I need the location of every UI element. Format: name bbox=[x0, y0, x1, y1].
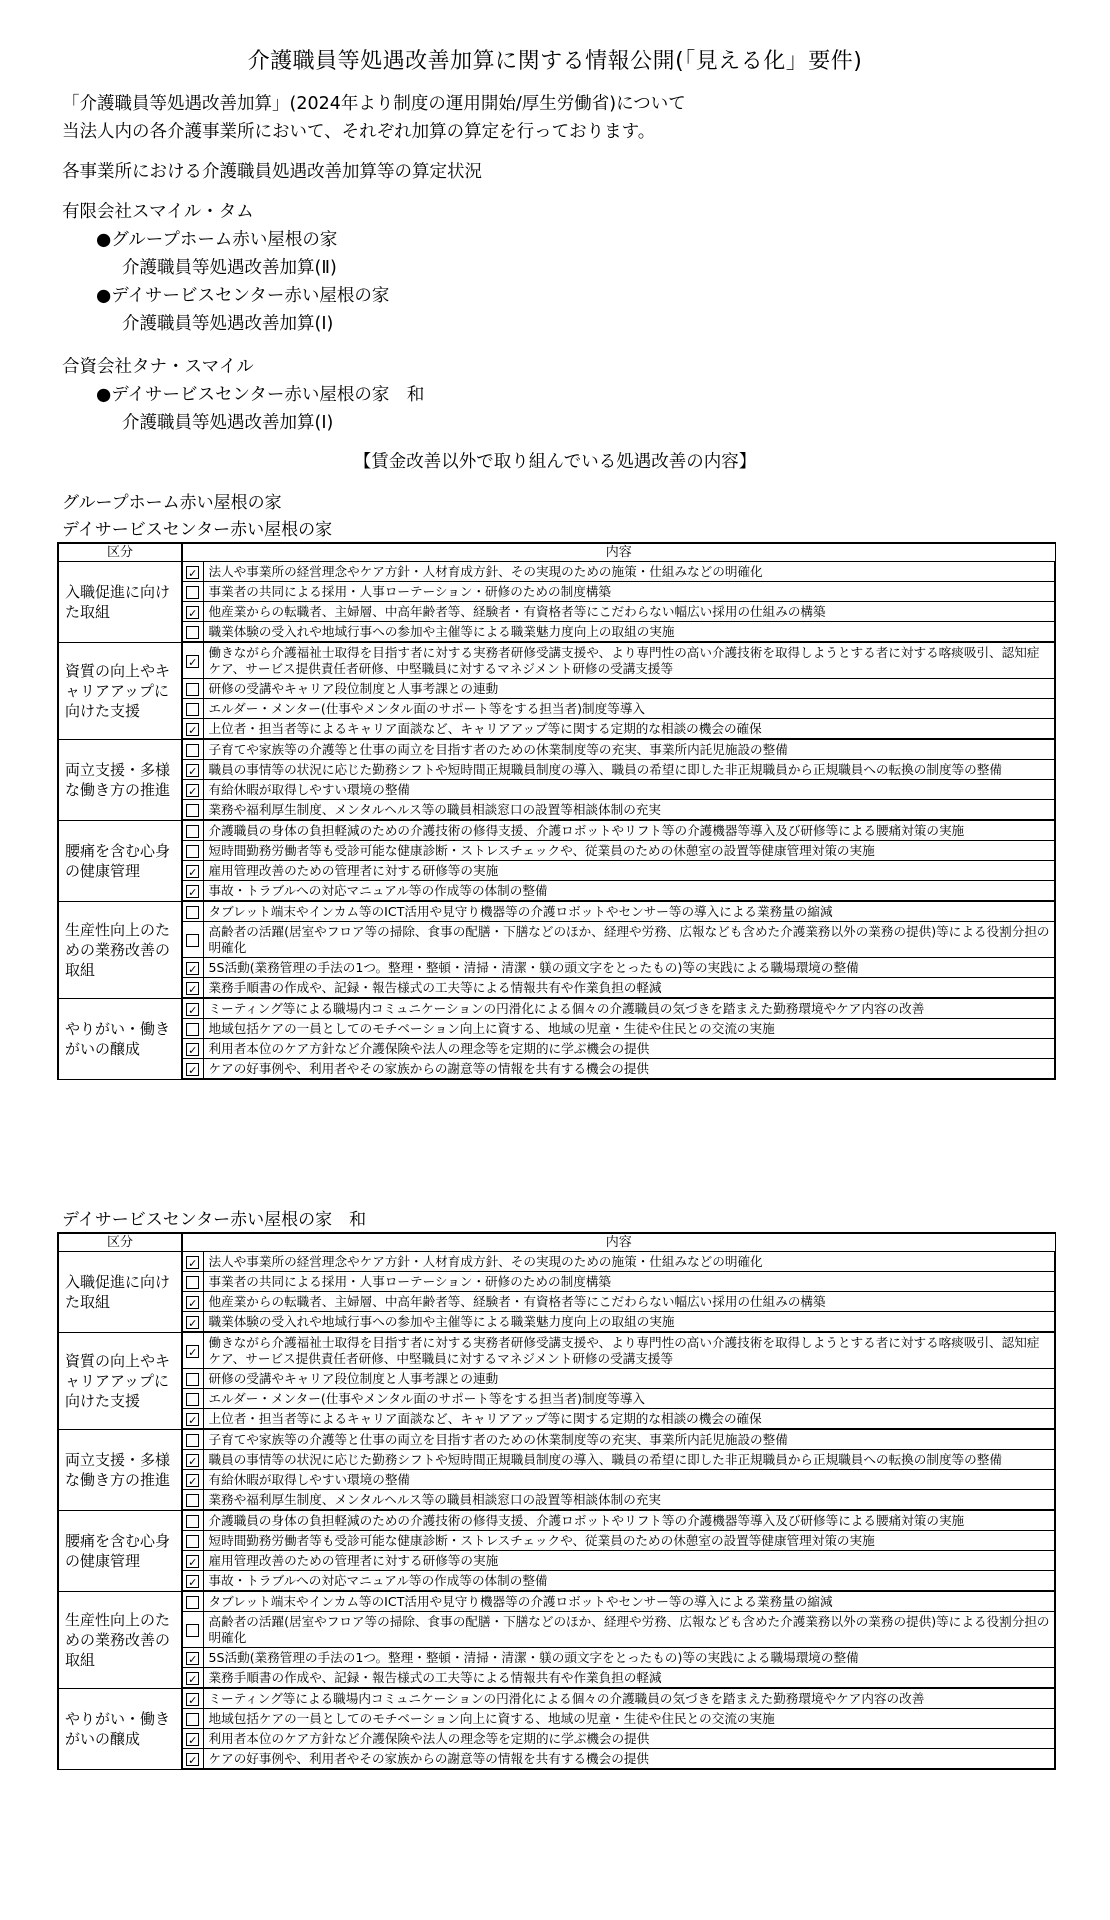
checkbox-checked[interactable]: ✓ bbox=[188, 785, 198, 798]
item-text: 職業体験の受入れや地域行事への参加や主催等による職業魅力度向上の取組の実施 bbox=[203, 622, 1055, 643]
item-text: タブレット端末やインカム等のICT活用や見守り機器等の介護ロボットやセンサー等の導入による業務量の縮減 bbox=[203, 1591, 1055, 1612]
checkbox[interactable] bbox=[186, 626, 199, 639]
checkbox[interactable] bbox=[186, 845, 199, 858]
checkbox[interactable] bbox=[186, 825, 199, 838]
item-text: 地域包括ケアの一員としてのモチベーション向上に資する、地域の児童・生徒や住民との交流の実施 bbox=[203, 1709, 1055, 1729]
corp-name: 合資会社タナ・スマイル bbox=[62, 357, 254, 377]
table2-label: デイサービスセンター赤い屋根の家 和 bbox=[62, 1210, 367, 1230]
table-row bbox=[58, 1039, 1055, 1059]
table-row bbox=[58, 1612, 1055, 1648]
item-text: 事故・トラブルへの対応マニュアル等の作成等の体制の整備 bbox=[203, 881, 1055, 902]
checkbox-checked[interactable]: ✓ bbox=[188, 1346, 198, 1359]
checkbox-checked[interactable]: ✓ bbox=[188, 1475, 198, 1488]
category-label: 腰痛を含む心身の健康管理 bbox=[58, 1510, 182, 1591]
table-row bbox=[58, 582, 1055, 602]
table-row bbox=[58, 739, 1055, 760]
table-row bbox=[58, 978, 1055, 999]
checkbox-checked[interactable]: ✓ bbox=[188, 866, 198, 879]
checkbox-cell bbox=[182, 881, 203, 902]
item-text: 法人や事業所の経営理念やケア方針・人材育成方針、その実現のための施策・仕組みなどの明確化 bbox=[203, 562, 1055, 582]
item-text: 研修の受講やキャリア段位制度と人事考課との連動 bbox=[203, 679, 1055, 699]
intro-line-1: 「介護職員等処遇改善加算」(2024年より制度の運用開始/厚生労働省)について bbox=[62, 94, 686, 114]
checkbox-checked[interactable]: ✓ bbox=[188, 1754, 198, 1767]
item-text: 介護職員の身体の負担軽減のための介護技術の修得支援、介護ロボットやリフト等の介護機器等導入及び研修等による腰痛対策の実施 bbox=[203, 1510, 1055, 1531]
checkbox-cell bbox=[182, 602, 203, 622]
item-text: 5S活動(業務管理の手法の1つ。整理・整頓・清掃・清潔・躾の頭文字をとったもの)等の実践による職場環境の整備 bbox=[203, 1648, 1055, 1668]
table-row bbox=[58, 861, 1055, 881]
item-text: 職員の事情等の状況に応じた勤務シフトや短時間正規職員制度の導入、職員の希望に即した非正規職員から正規職員への転換の制度等の整備 bbox=[203, 760, 1055, 780]
checkbox-cell bbox=[182, 1312, 203, 1333]
table-row bbox=[58, 881, 1055, 902]
checkbox-checked[interactable]: ✓ bbox=[188, 886, 198, 899]
checkbox-cell bbox=[182, 1668, 203, 1689]
item-text: 事業者の共同による採用・人事ローテーション・研修のための制度構築 bbox=[203, 582, 1055, 602]
checkbox-cell bbox=[182, 958, 203, 978]
checkbox-checked[interactable]: ✓ bbox=[188, 983, 198, 996]
checkbox-cell bbox=[182, 1531, 203, 1551]
table-row bbox=[58, 1429, 1055, 1450]
checkbox-cell bbox=[182, 1571, 203, 1592]
checkbox-checked[interactable]: ✓ bbox=[188, 1297, 198, 1310]
table-row bbox=[58, 622, 1055, 643]
checkbox[interactable] bbox=[186, 1713, 199, 1726]
item-text: 短時間勤務労働者等も受診可能な健康診断・ストレスチェックや、従業員のための休憩室の設置等健康管理対策の実施 bbox=[203, 841, 1055, 861]
checkbox-cell bbox=[182, 1510, 203, 1531]
table-row bbox=[58, 1252, 1055, 1272]
item-text: ミーティング等による職場内コミュニケーションの円滑化による個々の介護職員の気づきを踏まえた勤務環境やケア内容の改善 bbox=[203, 1688, 1055, 1709]
item-text: 短時間勤務労働者等も受診可能な健康診断・ストレスチェックや、従業員のための休憩室の設置等健康管理対策の実施 bbox=[203, 1531, 1055, 1551]
item-text: ケアの好事例や、利用者やその家族からの謝意等の情報を共有する機会の提供 bbox=[203, 1059, 1055, 1080]
table-row bbox=[58, 642, 1055, 679]
table-row bbox=[58, 841, 1055, 861]
table-row bbox=[58, 1709, 1055, 1729]
checkbox-cell bbox=[182, 642, 203, 679]
checkbox[interactable] bbox=[186, 1373, 199, 1386]
facility-name: ●グループホーム赤い屋根の家 bbox=[96, 230, 338, 250]
checkbox-checked[interactable]: ✓ bbox=[188, 1653, 198, 1666]
item-text: 法人や事業所の経営理念やケア方針・人材育成方針、その実現のための施策・仕組みなどの明確化 bbox=[203, 1252, 1055, 1272]
item-text: 他産業からの転職者、主婦層、中高年齢者等、経験者・有資格者等にこだわらない幅広い採用の仕組みの構築 bbox=[203, 602, 1055, 622]
item-text: タブレット端末やインカム等のICT活用や見守り機器等の介護ロボットやセンサー等の導入による業務量の縮減 bbox=[203, 901, 1055, 922]
checkbox-checked[interactable]: ✓ bbox=[188, 963, 198, 976]
checkbox-checked[interactable]: ✓ bbox=[188, 1004, 198, 1017]
checkbox-checked[interactable]: ✓ bbox=[188, 1556, 198, 1569]
checkbox-checked[interactable]: ✓ bbox=[188, 1734, 198, 1747]
checkbox-cell bbox=[182, 1648, 203, 1668]
checkbox[interactable] bbox=[186, 1434, 199, 1447]
category-label: やりがい・働きがいの醸成 bbox=[58, 1688, 182, 1769]
checkbox-cell bbox=[182, 1591, 203, 1612]
checkbox-checked[interactable]: ✓ bbox=[188, 1694, 198, 1707]
category-label: 腰痛を含む心身の健康管理 bbox=[58, 820, 182, 901]
checkbox-cell bbox=[182, 719, 203, 740]
checkbox-checked[interactable]: ✓ bbox=[188, 1064, 198, 1077]
checkbox[interactable] bbox=[186, 1596, 199, 1609]
item-text: 雇用管理改善のための管理者に対する研修等の実施 bbox=[203, 861, 1055, 881]
facility-name: ●デイサービスセンター赤い屋根の家 和 bbox=[96, 385, 425, 405]
checkbox-cell bbox=[182, 1409, 203, 1430]
checkbox-cell bbox=[182, 780, 203, 800]
checkbox-cell bbox=[182, 1450, 203, 1470]
item-text: 利用者本位のケア方針など介護保険や法人の理念等を定期的に学ぶ機会の提供 bbox=[203, 1729, 1055, 1749]
item-text: 子育てや家族等の介護等と仕事の両立を目指す者のための休業制度等の充実、事業所内託児施設の整備 bbox=[203, 1429, 1055, 1450]
item-text: 雇用管理改善のための管理者に対する研修等の実施 bbox=[203, 1551, 1055, 1571]
table-row bbox=[58, 958, 1055, 978]
category-label: 入職促進に向けた取組 bbox=[58, 562, 182, 643]
checkbox-cell bbox=[182, 760, 203, 780]
table-row bbox=[58, 1470, 1055, 1490]
checkbox[interactable] bbox=[186, 1276, 199, 1289]
table-row bbox=[58, 562, 1055, 582]
table-row bbox=[58, 800, 1055, 821]
item-text: 高齢者の活躍(居室やフロア等の掃除、食事の配膳・下膳などのほか、経理や労務、広報なども含めた介護業務以外の業務の提供)等による役割分担の明確化 bbox=[203, 922, 1055, 958]
table-row bbox=[58, 1490, 1055, 1511]
checkbox-cell bbox=[182, 1389, 203, 1409]
table-row bbox=[58, 1729, 1055, 1749]
checkbox-cell bbox=[182, 1470, 203, 1490]
checkbox-cell bbox=[182, 679, 203, 699]
checkbox-checked[interactable]: ✓ bbox=[188, 567, 198, 580]
checkbox[interactable] bbox=[186, 1393, 199, 1406]
checkbox-checked[interactable]: ✓ bbox=[188, 1455, 198, 1468]
checkbox-cell bbox=[182, 1612, 203, 1648]
checkbox-cell bbox=[182, 622, 203, 643]
checkbox-cell bbox=[182, 1039, 203, 1059]
table-row bbox=[58, 922, 1055, 958]
item-text: 利用者本位のケア方針など介護保険や法人の理念等を定期的に学ぶ機会の提供 bbox=[203, 1039, 1055, 1059]
item-text: エルダー・メンター(仕事やメンタル面のサポート等をする担当者)制度等導入 bbox=[203, 1389, 1055, 1409]
table-row bbox=[58, 1409, 1055, 1430]
table-row bbox=[58, 602, 1055, 622]
category-label: 生産性向上のための業務改善の取組 bbox=[58, 901, 182, 998]
table-row bbox=[58, 1510, 1055, 1531]
table-row bbox=[58, 1332, 1055, 1369]
page-title: 介護職員等処遇改善加算に関する情報公開(「見える化」要件) bbox=[247, 49, 863, 74]
checkbox-cell bbox=[182, 1729, 203, 1749]
table-row bbox=[58, 1389, 1055, 1409]
item-text: 上位者・担当者等によるキャリア面談など、キャリアアップ等に関する定期的な相談の機会の確保 bbox=[203, 719, 1055, 740]
table-row bbox=[58, 1450, 1055, 1470]
item-text: 職業体験の受入れや地域行事への参加や主催等による職業魅力度向上の取組の実施 bbox=[203, 1312, 1055, 1333]
checkbox[interactable] bbox=[186, 683, 199, 696]
checkbox-cell bbox=[182, 1688, 203, 1709]
status-heading: 各事業所における介護職員処遇改善加算等の算定状況 bbox=[62, 162, 482, 182]
checkbox-checked[interactable]: ✓ bbox=[188, 1673, 198, 1686]
checkbox-checked[interactable]: ✓ bbox=[188, 656, 198, 669]
checkbox[interactable] bbox=[186, 804, 199, 817]
checkbox-cell bbox=[182, 800, 203, 821]
checkbox[interactable] bbox=[186, 934, 199, 947]
category-label: 資質の向上やキャリアアップに向けた支援 bbox=[58, 642, 182, 739]
category-label: 両立支援・多様な働き方の推進 bbox=[58, 1429, 182, 1510]
checkbox-cell bbox=[182, 582, 203, 602]
checkbox-cell bbox=[182, 820, 203, 841]
checkbox[interactable] bbox=[186, 906, 199, 919]
category-label: やりがい・働きがいの醸成 bbox=[58, 998, 182, 1079]
checkbox-cell bbox=[182, 1369, 203, 1389]
improvement-table-2 bbox=[57, 1232, 1056, 1770]
header-category: 区分 bbox=[58, 1233, 182, 1252]
checkbox-cell bbox=[182, 1292, 203, 1312]
table-row bbox=[58, 1648, 1055, 1668]
category-label: 入職促進に向けた取組 bbox=[58, 1252, 182, 1333]
item-text: 事業者の共同による採用・人事ローテーション・研修のための制度構築 bbox=[203, 1272, 1055, 1292]
item-text: 子育てや家族等の介護等と仕事の両立を目指す者のための休業制度等の充実、事業所内託児施設の整備 bbox=[203, 739, 1055, 760]
item-text: 業務や福利厚生制度、メンタルヘルス等の職員相談窓口の設置等相談体制の充実 bbox=[203, 1490, 1055, 1511]
item-text: 介護職員の身体の負担軽減のための介護技術の修得支援、介護ロボットやリフト等の介護機器等導入及び研修等による腰痛対策の実施 bbox=[203, 820, 1055, 841]
checkbox-cell bbox=[182, 1332, 203, 1369]
checkbox[interactable] bbox=[186, 744, 199, 757]
table-row bbox=[58, 1019, 1055, 1039]
checkbox-cell bbox=[182, 922, 203, 958]
item-text: 業務や福利厚生制度、メンタルヘルス等の職員相談窓口の設置等相談体制の充実 bbox=[203, 800, 1055, 821]
item-text: 研修の受講やキャリア段位制度と人事考課との連動 bbox=[203, 1369, 1055, 1389]
item-text: 有給休暇が取得しやすい環境の整備 bbox=[203, 780, 1055, 800]
table-row bbox=[58, 1531, 1055, 1551]
corp-name: 有限会社スマイル・タム bbox=[62, 202, 254, 222]
table-row bbox=[58, 901, 1055, 922]
item-text: 地域包括ケアの一員としてのモチベーション向上に資する、地域の児童・生徒や住民との交流の実施 bbox=[203, 1019, 1055, 1039]
category-label: 両立支援・多様な働き方の推進 bbox=[58, 739, 182, 820]
header-content: 内容 bbox=[182, 543, 1055, 562]
non-wage-heading: 【賃金改善以外で取り組んでいる処遇改善の内容】 bbox=[353, 452, 757, 472]
item-text: 働きながら介護福祉士取得を目指す者に対する実務者研修受講支援や、より専門性の高い介護技術を取得しようとする者に対する喀痰吸引、認知症ケア、サービス提供責任者研修、中堅職員に対するマネジメント研修の受講支援等 bbox=[203, 642, 1055, 679]
table-row bbox=[58, 1571, 1055, 1592]
checkbox-cell bbox=[182, 841, 203, 861]
checkbox-checked[interactable]: ✓ bbox=[188, 1317, 198, 1330]
table1-label: グループホーム赤い屋根の家 bbox=[62, 493, 282, 513]
checkbox-checked[interactable]: ✓ bbox=[188, 1257, 198, 1270]
facility-addition: 介護職員等処遇改善加算(Ⅱ) bbox=[122, 258, 337, 278]
checkbox-checked[interactable]: ✓ bbox=[188, 765, 198, 778]
checkbox-cell bbox=[182, 562, 203, 582]
checkbox[interactable] bbox=[186, 1624, 199, 1637]
checkbox-cell bbox=[182, 1272, 203, 1292]
item-text: 有給休暇が取得しやすい環境の整備 bbox=[203, 1470, 1055, 1490]
checkbox-checked[interactable]: ✓ bbox=[188, 1044, 198, 1057]
item-text: 業務手順書の作成や、記録・報告様式の工夫等による情報共有や作業負担の軽減 bbox=[203, 978, 1055, 999]
improvement-table-1 bbox=[57, 542, 1056, 1080]
checkbox[interactable] bbox=[186, 1494, 199, 1507]
checkbox-cell bbox=[182, 1749, 203, 1770]
table-row bbox=[58, 719, 1055, 740]
intro-line-2: 当法人内の各介護事業所において、それぞれ加算の算定を行っております。 bbox=[62, 122, 656, 142]
checkbox-cell bbox=[182, 998, 203, 1019]
table-row bbox=[58, 679, 1055, 699]
table-row bbox=[58, 1369, 1055, 1389]
item-text: ケアの好事例や、利用者やその家族からの謝意等の情報を共有する機会の提供 bbox=[203, 1749, 1055, 1770]
table-row bbox=[58, 820, 1055, 841]
checkbox[interactable] bbox=[186, 1515, 199, 1528]
item-text: 他産業からの転職者、主婦層、中高年齢者等、経験者・有資格者等にこだわらない幅広い採用の仕組みの構築 bbox=[203, 1292, 1055, 1312]
table-row bbox=[58, 1551, 1055, 1571]
checkbox[interactable] bbox=[186, 703, 199, 716]
table-row bbox=[58, 1059, 1055, 1080]
header-category: 区分 bbox=[58, 543, 182, 562]
table-row bbox=[58, 1591, 1055, 1612]
table-row bbox=[58, 760, 1055, 780]
table-row bbox=[58, 1272, 1055, 1292]
checkbox[interactable] bbox=[186, 586, 199, 599]
item-text: 事故・トラブルへの対応マニュアル等の作成等の体制の整備 bbox=[203, 1571, 1055, 1592]
checkbox-cell bbox=[182, 861, 203, 881]
checkbox-cell bbox=[182, 1709, 203, 1729]
item-text: 業務手順書の作成や、記録・報告様式の工夫等による情報共有や作業負担の軽減 bbox=[203, 1668, 1055, 1689]
item-text: 5S活動(業務管理の手法の1つ。整理・整頓・清掃・清潔・躾の頭文字をとったもの)等の実践による職場環境の整備 bbox=[203, 958, 1055, 978]
table-row bbox=[58, 1688, 1055, 1709]
category-label: 資質の向上やキャリアアップに向けた支援 bbox=[58, 1332, 182, 1429]
checkbox-cell bbox=[182, 978, 203, 999]
checkbox-checked[interactable]: ✓ bbox=[188, 1414, 198, 1427]
item-text: エルダー・メンター(仕事やメンタル面のサポート等をする担当者)制度等導入 bbox=[203, 699, 1055, 719]
table-row bbox=[58, 699, 1055, 719]
item-text: ミーティング等による職場内コミュニケーションの円滑化による個々の介護職員の気づきを踏まえた勤務環境やケア内容の改善 bbox=[203, 998, 1055, 1019]
table-row bbox=[58, 998, 1055, 1019]
checkbox-checked[interactable]: ✓ bbox=[188, 724, 198, 737]
facility-name: ●デイサービスセンター赤い屋根の家 bbox=[96, 286, 390, 306]
checkbox-cell bbox=[182, 699, 203, 719]
checkbox[interactable] bbox=[186, 1023, 199, 1036]
checkbox-checked[interactable]: ✓ bbox=[188, 1576, 198, 1589]
facility-addition: 介護職員等処遇改善加算(Ⅰ) bbox=[122, 314, 334, 334]
checkbox-cell bbox=[182, 1551, 203, 1571]
item-text: 働きながら介護福祉士取得を目指す者に対する実務者研修受講支援や、より専門性の高い介護技術を取得しようとする者に対する喀痰吸引、認知症ケア、サービス提供責任者研修、中堅職員に対するマネジメント研修の受講支援等 bbox=[203, 1332, 1055, 1369]
checkbox-cell bbox=[182, 739, 203, 760]
table-row bbox=[58, 1292, 1055, 1312]
facility-addition: 介護職員等処遇改善加算(Ⅰ) bbox=[122, 413, 334, 433]
item-text: 職員の事情等の状況に応じた勤務シフトや短時間正規職員制度の導入、職員の希望に即した非正規職員から正規職員への転換の制度等の整備 bbox=[203, 1450, 1055, 1470]
item-text: 上位者・担当者等によるキャリア面談など、キャリアアップ等に関する定期的な相談の機会の確保 bbox=[203, 1409, 1055, 1430]
table-row bbox=[58, 1749, 1055, 1770]
table-row bbox=[58, 1312, 1055, 1333]
checkbox-cell bbox=[182, 1252, 203, 1272]
checkbox-cell bbox=[182, 1490, 203, 1511]
table-row bbox=[58, 1668, 1055, 1689]
header-content: 内容 bbox=[182, 1233, 1055, 1252]
checkbox-checked[interactable]: ✓ bbox=[188, 607, 198, 620]
checkbox[interactable] bbox=[186, 1535, 199, 1548]
item-text: 高齢者の活躍(居室やフロア等の掃除、食事の配膳・下膳などのほか、経理や労務、広報なども含めた介護業務以外の業務の提供)等による役割分担の明確化 bbox=[203, 1612, 1055, 1648]
checkbox-cell bbox=[182, 901, 203, 922]
checkbox-cell bbox=[182, 1059, 203, 1080]
checkbox-cell bbox=[182, 1429, 203, 1450]
table-row bbox=[58, 780, 1055, 800]
table1-label: デイサービスセンター赤い屋根の家 bbox=[62, 520, 333, 540]
checkbox-cell bbox=[182, 1019, 203, 1039]
category-label: 生産性向上のための業務改善の取組 bbox=[58, 1591, 182, 1688]
